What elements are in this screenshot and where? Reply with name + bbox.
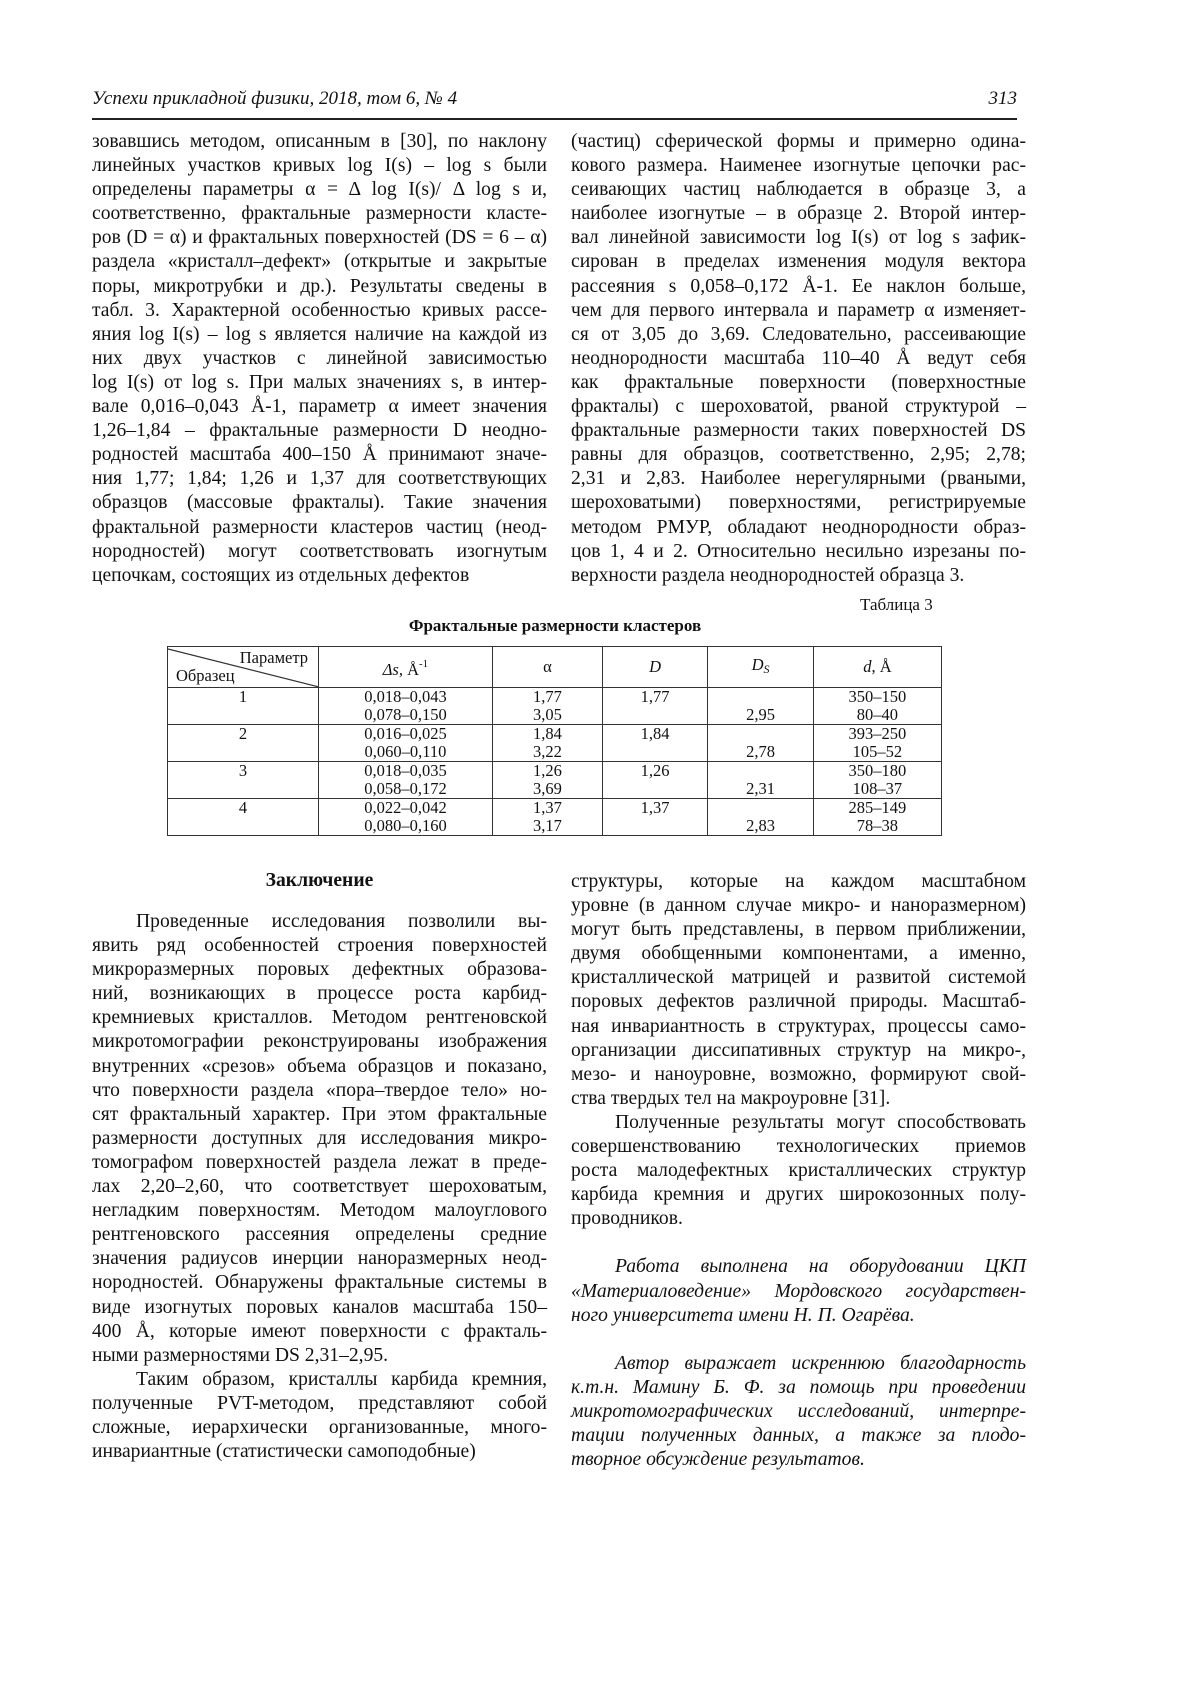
header-D: D bbox=[602, 647, 707, 688]
text-line: что поверхности раздела «пора–твердое тело» но- bbox=[92, 1079, 547, 1101]
conclusion-column-2 bbox=[571, 870, 1026, 1472]
cell-DS bbox=[708, 762, 813, 799]
text-line: вале 0,016–0,043 Å-1, параметр α имеет значения bbox=[92, 396, 547, 418]
text-line: фракталы) с шероховатой, рваной структурой – bbox=[571, 396, 1026, 418]
cell-value: 1,77 bbox=[640, 687, 670, 706]
text-line: микротомографии реконструированы изображения bbox=[92, 1031, 547, 1053]
journal-title: Успехи прикладной физики, 2018, том 6, № 4 bbox=[92, 88, 458, 109]
text-line: (частиц) сферической формы и примерно одина- bbox=[571, 131, 1026, 152]
cell-sample bbox=[168, 799, 319, 836]
text-line: раздела «кристалл–дефект» (открытые и закрытые bbox=[92, 251, 547, 273]
cell-value: 1,37 bbox=[532, 798, 562, 817]
text-line: родностей масштаба 400–150 Å принимают значе- bbox=[92, 444, 547, 466]
text-line: мезо- и наноуровне, возможно, формируют свой- bbox=[571, 1063, 1026, 1085]
cell-value: 78–38 bbox=[856, 816, 899, 835]
text-line: ний, возникающих в процессе роста карбид- bbox=[92, 983, 547, 1005]
cell-value bbox=[708, 688, 812, 706]
cell-value bbox=[603, 743, 707, 761]
cell-value bbox=[708, 799, 812, 817]
page-number: 313 bbox=[988, 88, 1017, 109]
text-line: log I(s) от log s. При малых значениях s, в интер- bbox=[92, 371, 547, 393]
text-line: «Материаловедение» Мордовского государствен- bbox=[571, 1280, 1026, 1302]
text-line: тации полученных данных, а также за плодо- bbox=[571, 1424, 1026, 1446]
cell-alpha bbox=[492, 688, 602, 725]
text-line: внутренних «срезов» объема образцов и показано, bbox=[92, 1055, 547, 1077]
cell-value: 0,022–0,042 bbox=[364, 798, 447, 817]
text-line: Таким образом, кристаллы карбида кремния, bbox=[136, 1368, 547, 1390]
text-line: ными размерностями DS 2,31–2,95. bbox=[92, 1344, 389, 1366]
text-line: поровых дефектов различной природы. Масштаб- bbox=[571, 991, 1026, 1013]
cell-value: 1 bbox=[238, 687, 248, 706]
cell-sample bbox=[168, 688, 319, 725]
text-line: нородностей. Обнаружены фрактальные системы в bbox=[92, 1272, 547, 1294]
text-line: как фрактальные поверхности (поверхностные bbox=[571, 371, 1026, 393]
header-DS: $D_S$ bbox=[708, 647, 813, 688]
text-line: негладким поверхностям. Методом малоуглового bbox=[92, 1200, 547, 1222]
text-line: 1,26–1,84 – фрактальные размерности D неодно- bbox=[92, 420, 547, 442]
text-line: поры, микротрубки и др.). Результаты сведены в bbox=[92, 275, 547, 297]
text-line: микротомографических исследований, интерпре- bbox=[571, 1400, 1026, 1422]
cell-d bbox=[813, 688, 941, 725]
text-line: фрактальной размерности кластеров частиц (неод- bbox=[92, 516, 547, 538]
text-line: лах 2,20–2,60, что соответствует шероховатым, bbox=[92, 1176, 547, 1198]
text-line: Автор выражает искреннюю благодарность bbox=[615, 1352, 1026, 1374]
table-row bbox=[168, 799, 942, 836]
body-column-1 bbox=[92, 130, 547, 588]
text-line: структуры, которые на каждом масштабном bbox=[571, 871, 1026, 892]
text-line: творное обсуждение результатов. bbox=[571, 1449, 865, 1471]
text-line: ров (D = α) и фрактальных поверхностей (DS = 6 – α) bbox=[92, 227, 547, 249]
text-line: проводников. bbox=[571, 1208, 683, 1230]
cell-alpha bbox=[492, 762, 602, 799]
table-label: Таблица 3 bbox=[860, 595, 933, 614]
text-line: зовавшись методом, описанным в [30], по наклону bbox=[92, 131, 547, 152]
cell-value: 1,84 bbox=[532, 724, 562, 743]
cell-value: 3,22 bbox=[532, 742, 562, 761]
text-line: роста малодефектных кристаллических структур bbox=[571, 1160, 1026, 1182]
header-delta-s: Δs, $Å^{-1}$ bbox=[319, 647, 493, 688]
cell-value: 1,84 bbox=[640, 724, 670, 743]
text-line: цепочкам, состоящих из отдельных дефектов bbox=[92, 564, 470, 586]
cell-value: 0,018–0,043 bbox=[364, 687, 447, 706]
text-line: рассеяния s 0,058–0,172 Å-1. Ее наклон больше, bbox=[571, 275, 1026, 297]
cell-value bbox=[708, 725, 812, 743]
running-header bbox=[92, 88, 1017, 120]
cell-value bbox=[603, 817, 707, 835]
text-line: наиболее изогнутые – в образце 2. Второй интер- bbox=[571, 203, 1026, 225]
cell-value: 0,016–0,025 bbox=[364, 724, 447, 743]
cell-value: 0,058–0,172 bbox=[364, 779, 447, 798]
text-line: микроразмерных поровых дефектных образова- bbox=[92, 959, 547, 981]
cell-value: 80–40 bbox=[856, 705, 899, 724]
table-row bbox=[168, 688, 942, 725]
cell-value: 2,78 bbox=[746, 742, 776, 761]
cell-ds bbox=[319, 725, 493, 762]
text-line: определены параметры α = Δ log I(s)/ Δ log s и, bbox=[92, 179, 547, 201]
cell-value: 2,83 bbox=[746, 816, 776, 835]
text-line: ся от 3,05 до 3,69. Следовательно, рассеивающие bbox=[571, 323, 1026, 345]
text-line: неоднородности масштаба 110–40 Å ведут себя bbox=[571, 347, 1026, 369]
text-line: образцов (массовые фракталы). Такие значения bbox=[92, 492, 547, 514]
text-line: полученные PVT-методом, представляют собой bbox=[92, 1392, 547, 1414]
text-line: томографом поверхностей раздела лежат в преде- bbox=[92, 1151, 547, 1173]
cell-value bbox=[708, 762, 812, 780]
text-line: Полученные результаты могут способствовать bbox=[615, 1111, 1026, 1133]
text-line: шероховатыми) поверхностями, регистрируемые bbox=[571, 492, 1026, 514]
text-line: ства твердых тел на макроуровне [31]. bbox=[571, 1087, 891, 1109]
cell-d bbox=[813, 799, 941, 836]
text-line: линейных участков кривых log I(s) – log s были bbox=[92, 155, 547, 177]
cell-value: 0,060–0,110 bbox=[364, 742, 447, 761]
text-line: ного университета имени Н. П. Огарёва. bbox=[571, 1304, 915, 1326]
cell-value: 0,078–0,150 bbox=[364, 705, 447, 724]
cell-ds bbox=[319, 688, 493, 725]
text-line: Проведенные исследования позволили вы- bbox=[136, 911, 547, 932]
table-title: Фрактальные размерности кластеров bbox=[408, 616, 702, 635]
cell-value: 2 bbox=[238, 724, 248, 743]
cell-value bbox=[603, 706, 707, 724]
cell-D bbox=[602, 762, 707, 799]
text-line: сят фрактальный характер. При этом фрактальные bbox=[92, 1103, 547, 1125]
text-line: соответственно, фрактальные размерности класте- bbox=[92, 203, 547, 225]
cell-DS bbox=[708, 799, 813, 836]
cell-value: 1,26 bbox=[532, 761, 562, 780]
text-line: яния log I(s) – log s является наличие на каждой из bbox=[92, 323, 547, 345]
header-d: d, Å bbox=[813, 647, 941, 688]
text-line: сеивающих частиц наблюдается в образце 3, а bbox=[571, 179, 1026, 201]
cell-value: 350–150 bbox=[848, 687, 907, 706]
text-line: организации диссипативных структур на микро-, bbox=[571, 1039, 1026, 1061]
cell-value: 3,69 bbox=[532, 779, 562, 798]
cell-ds bbox=[319, 762, 493, 799]
cell-value: 105–52 bbox=[852, 742, 903, 761]
text-line: к.т.н. Мамину Б. Ф. за помощь при проведении bbox=[571, 1376, 1026, 1398]
text-line: цов 1, 4 и 2. Относительно несильно изрезаны по- bbox=[571, 540, 1026, 562]
table-row bbox=[168, 725, 942, 762]
cell-d bbox=[813, 725, 941, 762]
section-title-conclusion: Заключение bbox=[265, 870, 374, 891]
text-line: сложные, иерархически организованные, много- bbox=[92, 1416, 547, 1438]
text-line: табл. 3. Характерной особенностью кривых рассе- bbox=[92, 299, 547, 321]
cell-value: 350–180 bbox=[848, 761, 907, 780]
text-line: кового размера. Наименее изогнутые цепочки рас- bbox=[571, 155, 1026, 177]
cell-value: 1,37 bbox=[640, 798, 670, 817]
cell-DS bbox=[708, 688, 813, 725]
text-line: уровне (в данном случае микро- и наноразмерном) bbox=[571, 895, 1026, 917]
fractal-dimensions-table bbox=[167, 646, 942, 836]
text-line: фрактальные размерности таких поверхностей DS bbox=[571, 420, 1026, 442]
text-line: 400 Å, которые имеют поверхности с фракталь- bbox=[92, 1320, 547, 1342]
body-column-2 bbox=[571, 130, 1026, 588]
text-line: кристаллической матрицей и развитой системой bbox=[571, 967, 1026, 989]
header-diagonal-cell bbox=[168, 647, 319, 688]
text-line: чем для первого интервала и параметр α изменяет- bbox=[571, 299, 1026, 321]
cell-value: 3,17 bbox=[532, 816, 562, 835]
header-alpha: α bbox=[492, 647, 602, 688]
cell-D bbox=[602, 725, 707, 762]
cell-value: 4 bbox=[238, 798, 248, 817]
text-line: значения радиусов инерции наноразмерных неод- bbox=[92, 1248, 547, 1270]
cell-value: 0,080–0,160 bbox=[364, 816, 447, 835]
table-header-row bbox=[168, 647, 942, 688]
table-row bbox=[168, 762, 942, 799]
text-line: методом РМУР, обладают неоднородности образ- bbox=[571, 516, 1026, 538]
cell-value: 1,77 bbox=[532, 687, 562, 706]
cell-sample bbox=[168, 725, 319, 762]
cell-D bbox=[602, 688, 707, 725]
cell-value: 108–37 bbox=[852, 779, 903, 798]
text-line: явить ряд особенностей строения поверхностей bbox=[92, 935, 547, 957]
cell-value: 3,05 bbox=[532, 705, 562, 724]
cell-value: 393–250 bbox=[848, 724, 907, 743]
text-line: ния 1,77; 1,84; 1,26 и 1,37 для соответствующих bbox=[92, 468, 547, 490]
cell-ds bbox=[319, 799, 493, 836]
cell-d bbox=[813, 762, 941, 799]
spacer bbox=[571, 1328, 1026, 1352]
spacer bbox=[571, 1231, 1026, 1255]
text-line: инвариантные (статистически самоподобные) bbox=[92, 1441, 476, 1463]
cell-DS bbox=[708, 725, 813, 762]
header-parameter: Параметр bbox=[239, 648, 308, 667]
text-line: верхности раздела неоднородностей образца 3. bbox=[571, 564, 965, 586]
cell-alpha bbox=[492, 725, 602, 762]
cell-value: 285–149 bbox=[848, 798, 907, 817]
text-line: нородностей) могут соответствовать изогнутым bbox=[92, 540, 547, 562]
cell-value: 3 bbox=[238, 761, 248, 780]
cell-alpha bbox=[492, 799, 602, 836]
text-line: двумя обобщенными компонентами, а именно, bbox=[571, 943, 1026, 965]
text-line: равны для образцов, соответственно, 2,95; 2,78; bbox=[571, 444, 1026, 466]
text-line: виде изогнутых поровых каналов масштаба 150– bbox=[92, 1296, 547, 1318]
text-line: них двух участков с линейной зависимостью bbox=[92, 347, 547, 369]
cell-sample bbox=[168, 762, 319, 799]
text-line: сирован в пределах изменения модуля вектора bbox=[571, 251, 1026, 273]
text-line: совершенствованию технологических приемов bbox=[571, 1136, 1026, 1158]
cell-value: 2,31 bbox=[746, 779, 776, 798]
header-sample: Образец bbox=[176, 666, 235, 685]
conclusion-column-1 bbox=[92, 910, 547, 1464]
text-line: кремниевых кристаллов. Методом рентгеновской bbox=[92, 1007, 547, 1029]
cell-value bbox=[603, 780, 707, 798]
text-line: 2,31 и 2,83. Наиболее нерегулярными (рваными, bbox=[571, 468, 1026, 490]
text-line: рентгеновского рассеяния определены средние bbox=[92, 1224, 547, 1246]
cell-value: 0,018–0,035 bbox=[364, 761, 447, 780]
cell-value: 1,26 bbox=[640, 761, 670, 780]
text-line: размерности доступных для исследования микро- bbox=[92, 1127, 547, 1149]
text-line: Работа выполнена на оборудовании ЦКП bbox=[615, 1256, 1026, 1278]
text-line: карбида кремния и других широкозонных полу- bbox=[571, 1184, 1026, 1206]
cell-D bbox=[602, 799, 707, 836]
cell-value: 2,95 bbox=[746, 705, 776, 724]
text-line: могут быть представлены, в первом приближении, bbox=[571, 919, 1026, 941]
text-line: вал линейной зависимости log I(s) от log s зафик- bbox=[571, 227, 1026, 249]
text-line: ная инвариантность в структурах, процессы само- bbox=[571, 1015, 1026, 1037]
